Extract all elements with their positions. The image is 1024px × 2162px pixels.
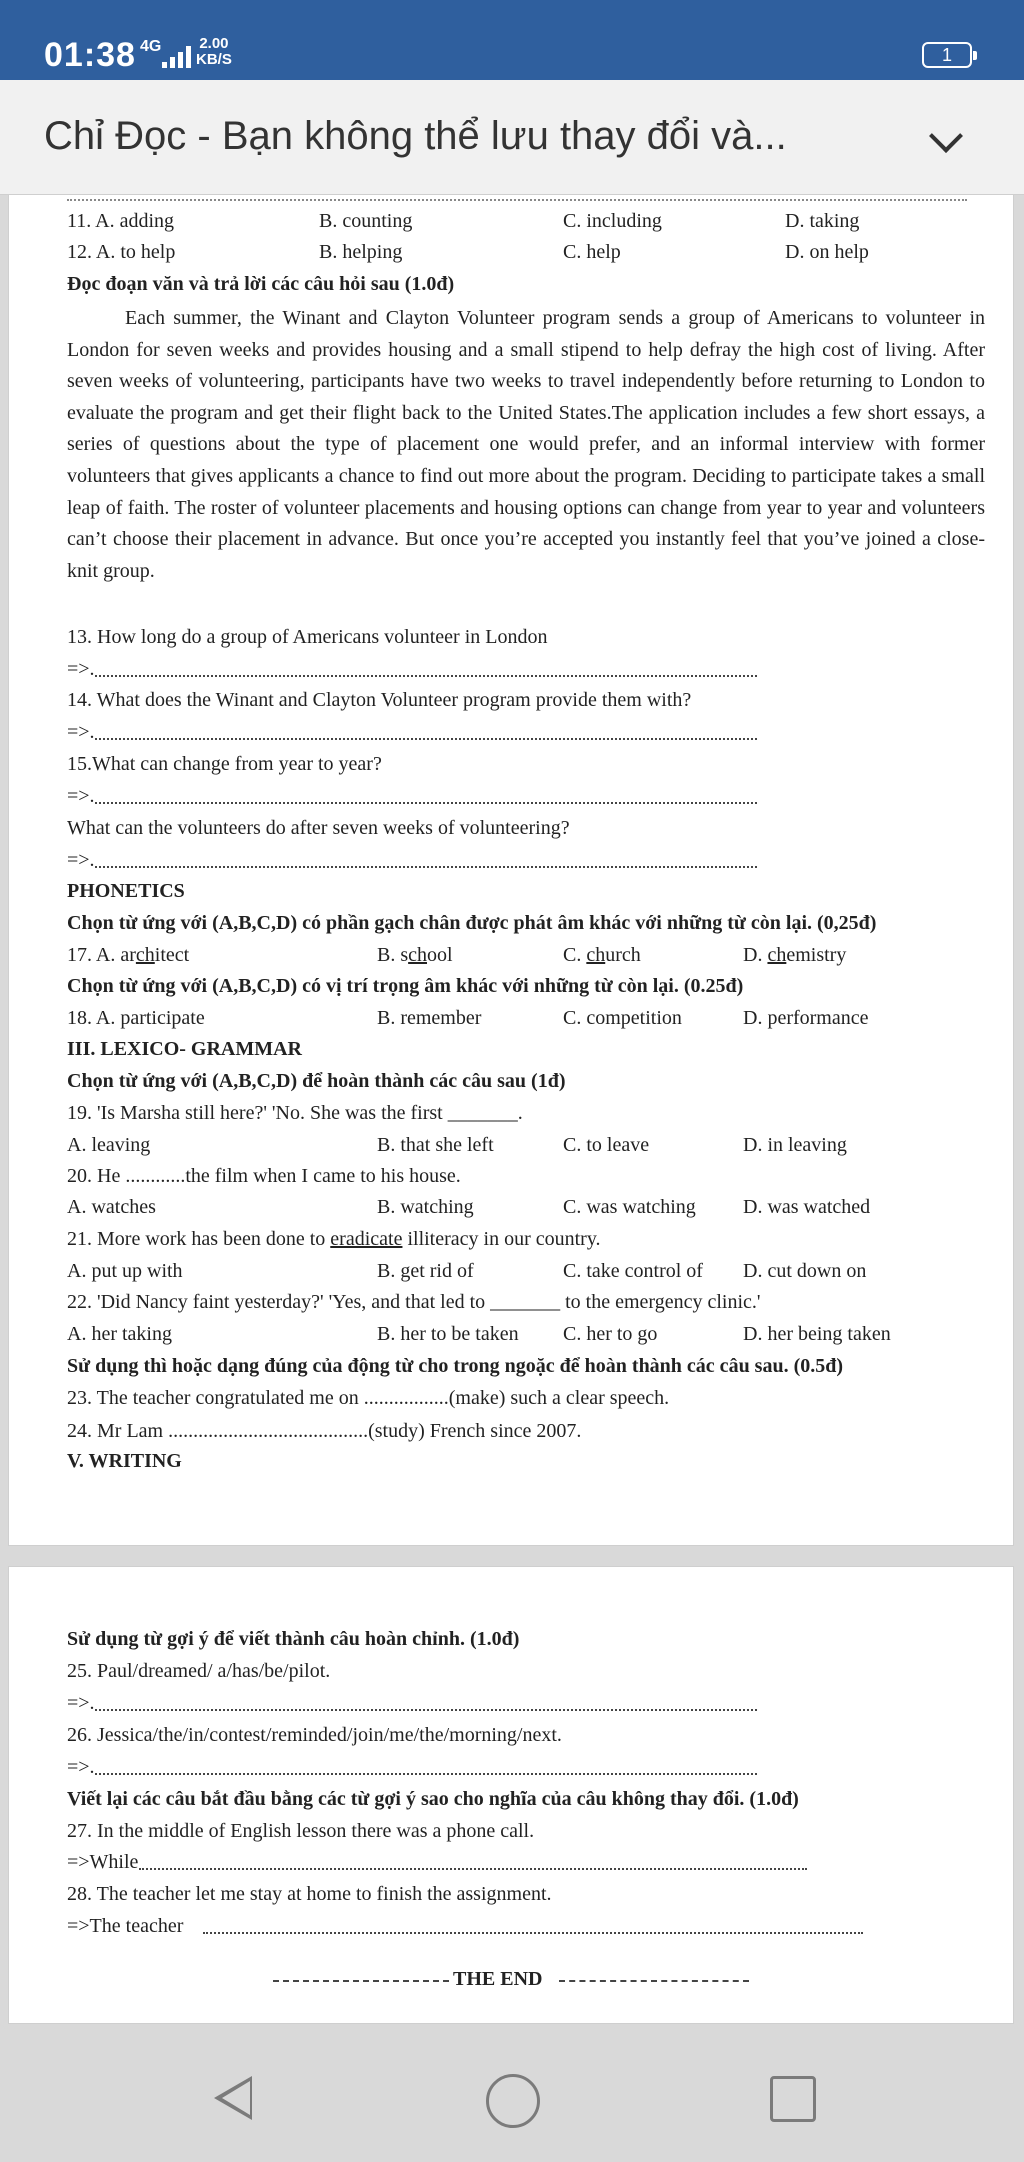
question-24: 24. Mr Lam ........................................(study) French since 2007. bbox=[67, 1420, 582, 1442]
question-20: 20. He ............the film when I came to his house. bbox=[67, 1165, 461, 1187]
answer-16: =>. bbox=[67, 849, 95, 871]
question-26: 26. Jessica/the/in/contest/reminded/join/me/the/morning/next. bbox=[67, 1724, 562, 1746]
phonetics-heading: PHONETICS bbox=[67, 880, 185, 902]
reading-heading: Đọc đoạn văn và trả lời các câu hỏi sau (1.0đ) bbox=[67, 273, 455, 295]
question-16: What can the volunteers do after seven weeks of volunteering? bbox=[67, 817, 570, 839]
question-22-options: A. her taking B. her to be taken C. her to go D. her being taken bbox=[67, 1323, 891, 1345]
answer-line bbox=[95, 1709, 757, 1711]
recent-apps-icon[interactable] bbox=[770, 2076, 816, 2122]
lexico-heading: III. LEXICO- GRAMMAR bbox=[67, 1038, 302, 1060]
end-rule-left bbox=[273, 1980, 449, 1982]
answer-line bbox=[95, 1773, 757, 1775]
answer-27: =>While bbox=[67, 1851, 139, 1873]
answer-line bbox=[95, 802, 757, 804]
answer-line bbox=[95, 675, 757, 677]
answer-15: =>. bbox=[67, 785, 95, 807]
question-20-options: A. watches B. watching C. was watching D. was watched bbox=[67, 1196, 871, 1218]
document-title[interactable]: Chỉ Đọc - Bạn không thể lưu thay đổi và... bbox=[44, 114, 787, 158]
speed-unit: KB/S bbox=[196, 51, 232, 68]
phonetics-instruction-1: Chọn từ ứng với (A,B,C,D) có phần gạch chân được phát âm khác với những từ còn lại. (0,25đ) bbox=[67, 912, 877, 934]
question-13: 13. How long do a group of Americans volunteer in London bbox=[67, 626, 548, 648]
question-23: 23. The teacher congratulated me on .................(make) such a clear speech. bbox=[67, 1387, 670, 1409]
document-page-1[interactable] bbox=[8, 194, 1014, 1546]
question-12: 12. A. to help B. helping C. help D. on help bbox=[67, 241, 869, 263]
lexico-instruction: Chọn từ ứng với (A,B,C,D) để hoàn thành các câu sau (1đ) bbox=[67, 1070, 566, 1092]
question-21: 21. More work has been done to eradicate illiteracy in our country. bbox=[67, 1228, 601, 1250]
end-rule-right bbox=[559, 1980, 749, 1982]
signal-icon bbox=[160, 44, 196, 68]
network-speed bbox=[196, 36, 232, 68]
reading-passage: Each summer, the Winant and Clayton Volunteer program sends a group of Americans to volunteer in London for seven weeks and provides housing and a small stipend to help defray the high cost of living. After seven weeks of volunteering, participants have two weeks to travel independently before returning to London to evaluate the program and get their flight back to the United States.The application includes a few short essays, a series of questions about the type of placement one would prefer, and an informal interview with former volunteers that gives applicants a chance to find out more about the program. Deciding to participate takes a small leap of faith. The roster of volunteer placements and housing options can change from year to year and volunteers can’t choose their placement in advance. But once you’re accepted you instantly feel that you’ve joined a close-knit group. bbox=[67, 307, 985, 582]
cut-off-row bbox=[67, 194, 967, 201]
answer-14: =>. bbox=[67, 721, 95, 743]
document-page-2[interactable] bbox=[8, 1566, 1014, 2024]
question-14: 14. What does the Winant and Clayton Volunteer program provide them with? bbox=[67, 689, 692, 711]
answer-line bbox=[95, 866, 757, 868]
question-21-options: A. put up with B. get rid of C. take control of D. cut down on bbox=[67, 1260, 867, 1282]
answer-line bbox=[203, 1932, 863, 1934]
battery-icon bbox=[922, 42, 972, 68]
network-type: 4G bbox=[140, 38, 162, 55]
notification-count: 1 bbox=[941, 45, 952, 65]
question-18: 18. A. participate B. remember C. competition D. performance bbox=[67, 1007, 869, 1029]
question-17: 17. A. architect B. school C. church D. chemistry bbox=[67, 944, 847, 966]
writing-instruction-1: Sử dụng từ gợi ý để viết thành câu hoàn chỉnh. (1.0đ) bbox=[67, 1628, 520, 1650]
navigation-bar bbox=[0, 2024, 1024, 2162]
home-icon[interactable] bbox=[486, 2074, 540, 2128]
answer-13: =>. bbox=[67, 658, 95, 680]
status-time: 01:38 bbox=[44, 36, 136, 74]
question-19-options: A. leaving B. that she left C. to leave D. in leaving bbox=[67, 1134, 847, 1156]
answer-26: =>. bbox=[67, 1756, 95, 1778]
speed-value: 2.00 bbox=[199, 35, 229, 52]
question-15: 15.What can change from year to year? bbox=[67, 753, 382, 775]
question-28: 28. The teacher let me stay at home to finish the assignment. bbox=[67, 1883, 552, 1905]
the-end: THE END bbox=[453, 1968, 543, 1990]
answer-line bbox=[139, 1868, 807, 1870]
writing-instruction-2: Viết lại các câu bắt đầu bằng các từ gợi ý sao cho nghĩa của câu không thay đổi. (1.0đ) bbox=[67, 1788, 799, 1810]
writing-heading: V. WRITING bbox=[67, 1450, 182, 1472]
question-11: 11. A. adding B. counting C. including D. taking bbox=[67, 210, 860, 232]
back-icon[interactable] bbox=[214, 2076, 252, 2120]
phonetics-instruction-2: Chọn từ ứng với (A,B,C,D) có vị trí trọng âm khác với những từ còn lại. (0.25đ) bbox=[67, 975, 744, 997]
question-25: 25. Paul/dreamed/ a/has/be/pilot. bbox=[67, 1660, 331, 1682]
title-bar bbox=[0, 80, 1024, 195]
answer-25: =>. bbox=[67, 1692, 95, 1714]
question-27: 27. In the middle of English lesson there was a phone call. bbox=[67, 1820, 535, 1842]
lexico-instruction-2: Sử dụng thì hoặc dạng đúng của động từ cho trong ngoặc để hoàn thành các câu sau. (0.5đ) bbox=[67, 1355, 844, 1377]
answer-28: =>The teacher bbox=[67, 1915, 184, 1937]
question-22: 22. 'Did Nancy faint yesterday?' 'Yes, and that led to _______ to the emergency clinic.' bbox=[67, 1291, 761, 1313]
status-bar bbox=[0, 0, 1024, 80]
answer-line bbox=[95, 738, 757, 740]
question-19: 19. 'Is Marsha still here?' 'No. She was the first _______. bbox=[67, 1102, 523, 1124]
